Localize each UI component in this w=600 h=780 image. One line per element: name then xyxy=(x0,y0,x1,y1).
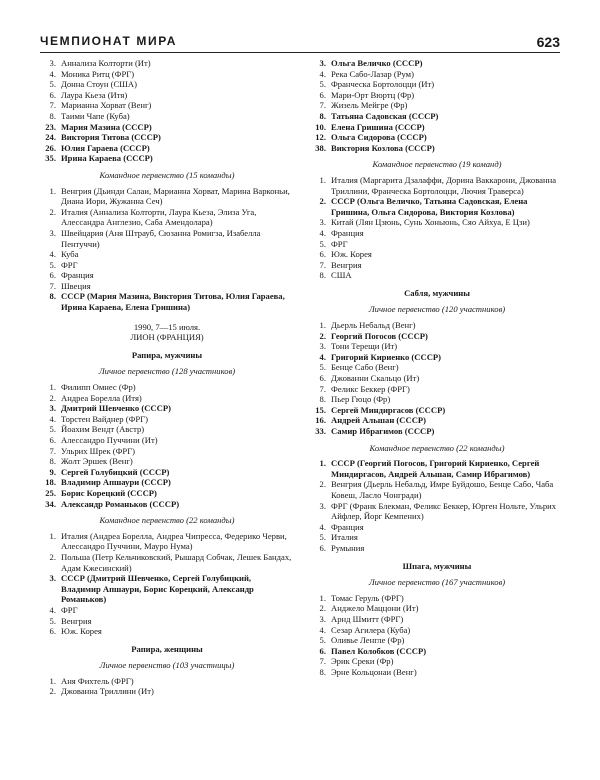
result-row xyxy=(312,656,562,667)
result-text: Джованни Скальцо (Ит) xyxy=(331,373,420,384)
result-text: Лаура Кьеза (Итя) xyxy=(61,89,128,100)
result-text: Йоахим Вендт (Австр) xyxy=(61,424,145,435)
result-text: Филипп Омнес (Фр) xyxy=(61,382,136,393)
result-text: Феликс Беккер (ФРГ) xyxy=(331,383,410,394)
rapier-women-team-results xyxy=(312,175,562,281)
result-row xyxy=(42,616,292,627)
result-row xyxy=(312,260,562,271)
result-row xyxy=(312,270,562,281)
place-number: 3. xyxy=(319,613,326,624)
result-text: Польша (Петр Кельчиковский, Рышард Собчак, Лешек Бандах, Адам Кжесинский) xyxy=(61,551,292,573)
right-column xyxy=(312,58,562,677)
result-text: Арнд Шмитт (ФРГ) xyxy=(331,613,404,624)
place-number: 5. xyxy=(319,362,326,373)
result-text: Юлия Гараева (СССР) xyxy=(61,142,150,153)
result-row xyxy=(312,415,562,426)
place-number: 4. xyxy=(49,604,56,615)
result-row xyxy=(312,217,562,228)
place-number: 1. xyxy=(49,382,56,393)
place-number: 3. xyxy=(319,341,326,352)
result-text: Оливье Ленгле (Фр) xyxy=(331,635,405,646)
section-title: ЧЕМПИОНАТ МИРА xyxy=(40,34,178,48)
place-number: 26. xyxy=(45,142,56,153)
result-row xyxy=(42,382,292,393)
result-text: Владимир Апшаури (СССР) xyxy=(61,477,171,488)
place-number: 5. xyxy=(319,635,326,646)
result-row xyxy=(312,90,562,101)
result-text: Сергей Миндиргасов (СССР) xyxy=(331,404,446,415)
place-number: 4. xyxy=(319,624,326,635)
result-text: Ольга Сидорова (СССР) xyxy=(331,132,427,143)
result-row xyxy=(312,239,562,250)
result-text: США xyxy=(331,270,352,281)
place-number: 6. xyxy=(49,435,56,445)
result-row xyxy=(312,426,562,437)
result-text: Сезар Агилера (Куба) xyxy=(331,624,411,635)
result-text: Швейцария (Аня Штрауб, Сюзанна Ромигза, Изабелла Пентуччи) xyxy=(61,227,261,249)
discipline-heading: Рапира, мужчины xyxy=(131,349,203,360)
place-number: 4. xyxy=(319,68,326,79)
result-row xyxy=(42,291,292,312)
result-text: Пьер Гюцо (Фр) xyxy=(331,394,391,405)
result-row xyxy=(312,394,562,405)
result-row xyxy=(42,676,292,687)
result-row xyxy=(42,393,292,404)
result-text: Сергей Голубицкий (СССР) xyxy=(61,466,170,477)
result-text: Мария Мазина (СССР) xyxy=(61,121,152,132)
place-number: 1. xyxy=(49,185,56,196)
result-row xyxy=(42,552,292,573)
result-text: Виктория Титова (СССР) xyxy=(61,132,161,143)
place-number: 8. xyxy=(319,270,326,281)
result-row xyxy=(312,111,562,122)
result-text: Юж. Корея xyxy=(331,249,372,260)
result-row xyxy=(312,132,562,143)
result-row xyxy=(312,603,562,614)
place-number: 7. xyxy=(49,280,56,291)
place-number: 7. xyxy=(319,100,326,111)
place-number: 2. xyxy=(49,206,56,217)
result-row xyxy=(312,341,562,352)
place-number: 33. xyxy=(315,426,326,436)
place-number: 2. xyxy=(49,686,56,697)
result-row xyxy=(312,143,562,154)
result-text: Ирина Караева (СССР) xyxy=(61,153,153,164)
result-row xyxy=(42,79,292,90)
result-row xyxy=(312,69,562,80)
result-row xyxy=(312,543,562,554)
place-number: 8. xyxy=(49,291,56,302)
result-row xyxy=(312,331,562,342)
result-text: Венгрия (Дьинди Салаи, Марианна Хорват, Марина Варконьи, Диана Иори, Жужанна Сеч) xyxy=(61,185,290,207)
event-place: ЛИОН (ФРАНЦИЯ) xyxy=(130,332,204,343)
place-number: 5. xyxy=(49,615,56,626)
result-text: ФРГ (Франк Блекман, Феликс Беккер, Юрген Нольте, Ульрих Айфлер, Йорг Кемпених) xyxy=(331,500,557,522)
result-row xyxy=(312,196,562,217)
place-number: 1. xyxy=(319,458,326,469)
result-text: Андреа Борелла (Итя) xyxy=(61,392,142,403)
place-number: 8. xyxy=(49,456,56,467)
result-row xyxy=(42,122,292,133)
result-text: Павел Колобков (СССР) xyxy=(331,645,427,656)
result-row xyxy=(312,501,562,522)
result-text: Виктория Козлова (СССР) xyxy=(331,142,435,153)
result-row xyxy=(312,667,562,678)
result-text: Таими Чапе (Куба) xyxy=(61,110,130,121)
result-row xyxy=(42,143,292,154)
result-text: Дмитрий Шевченко (СССР) xyxy=(61,403,171,414)
place-number: 7. xyxy=(319,656,326,667)
place-number: 5. xyxy=(49,259,56,270)
result-row xyxy=(42,132,292,143)
rapier-women-results xyxy=(42,676,292,697)
result-text: Григорий Кириенко (СССР) xyxy=(331,351,442,362)
place-number: 8. xyxy=(319,394,326,405)
result-text: СССР (Мария Мазина, Виктория Титова, Юлия Гараева, Ирина Караева, Елена Гришина) xyxy=(61,291,285,313)
place-number: 4. xyxy=(49,68,56,79)
place-number: 1. xyxy=(49,530,56,541)
place-number: 3. xyxy=(319,500,326,511)
personal-heading: Личное первенство (120 участников) xyxy=(368,304,506,315)
result-text: Аня Фихтель (ФРГ) xyxy=(61,675,134,686)
result-text: Эрик Среки (Фр) xyxy=(331,656,394,667)
result-text: Эрне Кольцонаи (Венг) xyxy=(331,666,417,677)
result-row xyxy=(42,499,292,510)
result-row xyxy=(42,186,292,207)
place-number: 34. xyxy=(45,498,56,509)
rapier-women-results-cont xyxy=(312,58,562,153)
result-row xyxy=(42,260,292,271)
place-number: 3. xyxy=(49,403,56,414)
result-text: Андрей Альшан (СССР) xyxy=(331,415,427,426)
result-text: Франческа Бортолоцци (Ит) xyxy=(331,79,435,90)
result-row xyxy=(42,446,292,457)
place-number: 2. xyxy=(319,330,326,341)
place-number: 2. xyxy=(319,603,326,614)
result-row xyxy=(312,79,562,90)
place-number: 3. xyxy=(319,58,326,68)
result-text: СССР (Дмитрий Шевченко, Сергей Голубицкий, Владимир Апшаури, Борис Корецкий, Александр Романьков) xyxy=(61,573,254,605)
result-row xyxy=(42,573,292,605)
result-row xyxy=(312,405,562,416)
result-row xyxy=(312,458,562,479)
result-row xyxy=(42,58,292,69)
personal-heading: Личное первенство (167 участников) xyxy=(368,577,506,588)
place-number: 5. xyxy=(319,238,326,249)
result-text: Елена Гришина (СССР) xyxy=(331,121,425,132)
result-text: Швеция xyxy=(61,280,91,291)
result-text: Томас Геруль (ФРГ) xyxy=(331,592,404,603)
result-row xyxy=(312,58,562,69)
result-text: Тони Терещи (Ит) xyxy=(331,341,398,352)
result-row xyxy=(42,435,292,446)
result-row xyxy=(312,593,562,604)
place-number: 7. xyxy=(49,100,56,111)
result-row xyxy=(312,635,562,646)
result-row xyxy=(312,122,562,133)
result-text: Ольга Величко (СССР) xyxy=(331,58,423,68)
place-number: 3. xyxy=(49,58,56,68)
place-number: 6. xyxy=(49,89,56,100)
result-row xyxy=(312,522,562,533)
result-text: Георгий Погосов (СССР) xyxy=(331,330,428,341)
result-row xyxy=(42,605,292,616)
place-number: 15. xyxy=(315,404,326,415)
result-row xyxy=(312,373,562,384)
result-text: Александр Романьков (СССР) xyxy=(61,498,180,509)
result-row xyxy=(42,100,292,111)
result-text: Самир Ибрагимов (СССР) xyxy=(331,426,435,436)
event-date: 1990, 7—15 июля. xyxy=(133,321,201,332)
place-number: 7. xyxy=(319,259,326,270)
result-row xyxy=(42,270,292,281)
result-row xyxy=(312,362,562,373)
result-row xyxy=(42,456,292,467)
result-text: Италия (Андреа Борелла, Андреа Чипресса, Федерико Черви, Алессандро Пуччини, Мауро Нума) xyxy=(61,530,287,552)
running-header xyxy=(40,30,560,53)
result-row xyxy=(312,100,562,111)
result-row xyxy=(312,352,562,363)
result-row xyxy=(312,228,562,239)
result-text: Бенце Сабо (Венг) xyxy=(331,362,399,373)
result-row xyxy=(42,90,292,101)
place-number: 6. xyxy=(49,626,56,637)
place-number: 5. xyxy=(319,79,326,90)
place-number: 3. xyxy=(49,227,56,238)
result-row xyxy=(312,614,562,625)
result-text: Венгрия xyxy=(331,259,362,270)
team-heading: Командное первенство (22 команды) xyxy=(99,515,235,526)
result-row xyxy=(312,532,562,543)
place-number: 5. xyxy=(49,424,56,435)
result-text: Аннализа Колторти (Ит) xyxy=(61,58,151,68)
place-number: 12. xyxy=(315,132,326,143)
result-row xyxy=(42,488,292,499)
team-heading: Командное первенство (15 команды) xyxy=(99,169,235,180)
place-number: 6. xyxy=(319,89,326,100)
discipline-heading: Шпага, мужчины xyxy=(402,560,472,571)
result-row xyxy=(42,477,292,488)
place-number: 3. xyxy=(319,217,326,228)
result-row xyxy=(42,153,292,164)
result-row xyxy=(42,228,292,249)
result-row xyxy=(42,686,292,697)
result-text: Татьяна Садовская (СССР) xyxy=(331,110,439,121)
result-row xyxy=(312,249,562,260)
result-row xyxy=(42,414,292,425)
place-number: 8. xyxy=(49,110,56,121)
place-number: 1. xyxy=(49,675,56,686)
result-text: Китай (Лян Цзюнь, Сунь Хоньюнь, Сяо Айхуа, Е Цзи) xyxy=(331,217,530,228)
left-column xyxy=(42,58,292,697)
result-row xyxy=(42,207,292,228)
result-text: Италия (Маргарита Дзалаффи, Дорина Ваккарони, Джованна Триллини, Франческа Бортолоцци, Лючия Траверса) xyxy=(331,174,557,196)
result-text: Италия (Аннализа Колторти, Лаура Кьеза, Элиза Уга, Алессандра Англезио, Саба Амендолара) xyxy=(61,206,257,228)
page-number: 623 xyxy=(536,34,560,50)
place-number: 23. xyxy=(45,121,56,132)
place-number: 4. xyxy=(319,521,326,532)
place-number: 24. xyxy=(45,132,56,143)
result-row xyxy=(42,531,292,552)
place-number: 4. xyxy=(49,249,56,260)
place-number: 2. xyxy=(319,196,326,207)
result-row xyxy=(42,281,292,292)
place-number: 6. xyxy=(319,373,326,384)
place-number: 1. xyxy=(319,592,326,603)
result-text: Италия xyxy=(331,532,358,543)
result-row xyxy=(42,111,292,122)
place-number: 1. xyxy=(319,174,326,185)
place-number: 6. xyxy=(49,270,56,281)
result-text: Дьерль Небальд (Венг) xyxy=(331,320,416,331)
result-row xyxy=(312,479,562,500)
result-text: Борис Корецкий (СССР) xyxy=(61,487,157,498)
result-text: Франция xyxy=(331,227,364,238)
result-text: СССР (Георгий Погосов, Григорий Кириенко, Сергей Миндиргасов, Андрей Альшан, Самир Ибрагимов) xyxy=(331,458,540,479)
result-row xyxy=(312,320,562,331)
result-text: Мари-Орт Вюртц (Фр) xyxy=(331,89,415,100)
discipline-heading: Рапира, женщины xyxy=(131,643,203,654)
place-number: 7. xyxy=(319,383,326,394)
place-number: 6. xyxy=(319,645,326,656)
epee-men-results xyxy=(312,593,562,678)
place-number: 38. xyxy=(315,142,326,153)
result-text: Донна Стоун (США) xyxy=(61,79,137,90)
result-row xyxy=(312,646,562,657)
result-text: Река Сабо-Лазар (Рум) xyxy=(331,68,414,79)
place-number: 7. xyxy=(49,445,56,456)
rapier-men-results xyxy=(42,382,292,509)
result-row xyxy=(312,175,562,196)
rapier-men-team-results xyxy=(42,531,292,637)
place-number: 2. xyxy=(49,392,56,403)
result-row xyxy=(42,249,292,260)
result-text: Жолт Эршек (Венг) xyxy=(61,456,133,467)
place-number: 18. xyxy=(45,477,56,488)
result-text: Ульрих Шрек (ФРГ) xyxy=(61,445,136,456)
place-number: 8. xyxy=(319,110,326,121)
result-text: Франция xyxy=(61,270,94,281)
result-row xyxy=(42,403,292,414)
place-number: 4. xyxy=(319,227,326,238)
place-number: 2. xyxy=(49,551,56,562)
result-text: Джованна Триллини (Ит) xyxy=(61,686,154,697)
place-number: 25. xyxy=(45,487,56,498)
place-number: 4. xyxy=(319,351,326,362)
result-text: Румыния xyxy=(331,542,365,553)
place-number: 5. xyxy=(319,532,326,543)
result-text: Торстен Вайднер (ФРГ) xyxy=(61,413,148,424)
personal-heading: Личное первенство (128 участников) xyxy=(98,366,236,377)
place-number: 6. xyxy=(319,249,326,260)
place-number: 6. xyxy=(319,542,326,553)
result-text: Венгрия (Дьерль Небальд, Имре Буйдошо, Бенце Сабо, Чаба Ковеш, Ласло Чонгради) xyxy=(331,479,554,500)
sabre-men-team-results xyxy=(312,458,562,553)
place-number: 2. xyxy=(319,479,326,490)
result-text: ФРГ xyxy=(331,238,348,249)
result-row xyxy=(42,424,292,435)
rapier-women-team-results xyxy=(42,186,292,313)
result-text: ФРГ xyxy=(61,259,78,270)
result-text: Юж. Корея xyxy=(61,626,102,637)
result-text: Куба xyxy=(61,249,79,260)
result-row xyxy=(42,69,292,80)
sabre-men-results xyxy=(312,320,562,437)
place-number: 5. xyxy=(49,79,56,90)
team-heading: Командное первенство (19 команд) xyxy=(372,159,502,170)
result-text: Алессандро Пуччини (Ит) xyxy=(61,435,158,445)
result-text: ФРГ xyxy=(61,604,78,615)
discipline-heading: Сабля, мужчины xyxy=(404,287,470,298)
place-number: 1. xyxy=(319,320,326,331)
result-text: Жизель Мейгре (Фр) xyxy=(331,100,408,111)
place-number: 35. xyxy=(45,153,56,164)
place-number: 8. xyxy=(319,666,326,677)
result-row xyxy=(42,626,292,637)
rapier-women-results-cont xyxy=(42,58,292,164)
place-number: 4. xyxy=(49,413,56,424)
result-text: Моника Ритц (ФРГ) xyxy=(61,68,135,79)
result-row xyxy=(312,384,562,395)
result-text: Марианна Хорват (Венг) xyxy=(61,100,152,111)
result-row xyxy=(312,625,562,636)
place-number: 3. xyxy=(49,573,56,584)
place-number: 9. xyxy=(49,466,56,477)
result-text: Франция xyxy=(331,521,364,532)
result-text: СССР (Ольга Величко, Татьяна Садовская, Елена Гришина, Ольга Сидорова, Виктория Козлова) xyxy=(331,196,528,217)
place-number: 16. xyxy=(315,415,326,426)
place-number: 10. xyxy=(315,121,326,132)
personal-heading: Личное первенство (103 участницы) xyxy=(99,660,235,671)
result-text: Анджело Маццони (Ит) xyxy=(331,603,419,614)
team-heading: Командное первенство (22 команды) xyxy=(369,442,505,453)
result-text: Венгрия xyxy=(61,615,92,626)
result-row xyxy=(42,467,292,478)
